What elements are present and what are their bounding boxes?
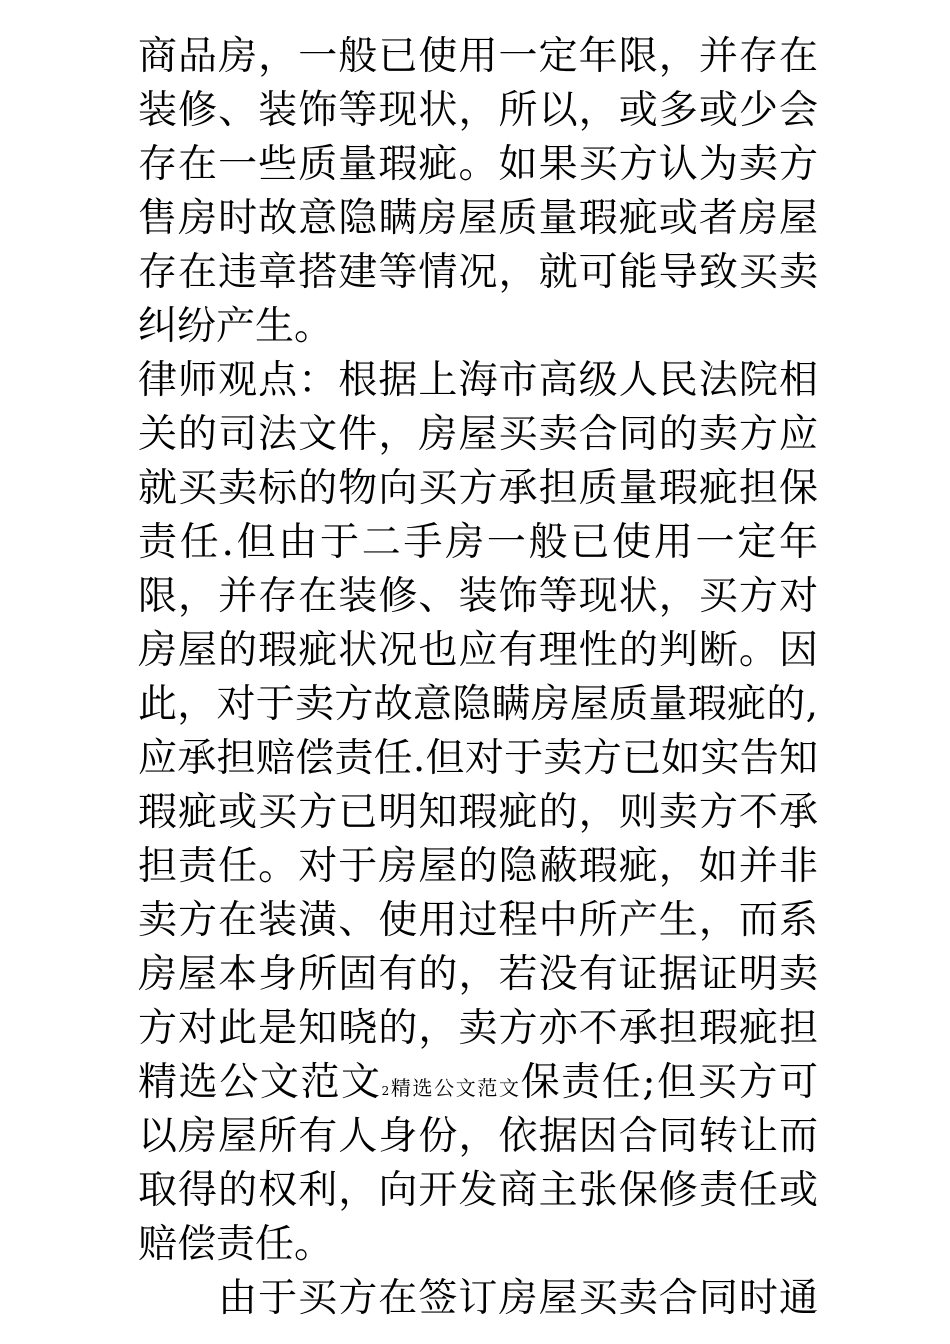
page-number: 2 [381,1084,390,1098]
text-line: 装修、装饰等现状，所以，或多或少会 [138,88,818,133]
text-line: 赔偿责任。 [138,1222,334,1267]
header-text: 精选公文范文 [138,1060,382,1105]
text-line: 由于买方在签订房屋买卖合同时通 [218,1276,818,1321]
text-line: 存在一些质量瑕疵。如果买方认为卖方 [138,142,818,187]
text-line: 以房屋所有人身份，依据因合同转让而 [138,1114,818,1159]
text-line: 房屋的瑕疵状况也应有理性的判断。因 [138,628,818,673]
text-line: 卖方在装潢、使用过程中所产生，而系 [138,898,818,943]
footer-text: 精选公文范文 [389,1076,521,1100]
text-line: 存在违章搭建等情况，就可能导致买卖 [138,250,818,295]
text-line: 责任.但由于二手房一般已使用一定年 [138,520,818,565]
text-line: 房屋本身所固有的，若没有证据证明卖 [138,952,818,997]
text-line: 瑕疵或买方已明知瑕疵的，则卖方不承 [138,790,818,835]
text-line: 售房时故意隐瞒房屋质量瑕疵或者房屋 [138,196,818,241]
continued-text: 保责任;但买方可 [520,1060,819,1105]
text-line: 律师观点：根据上海市高级人民法院相 [138,358,818,403]
text-line: 限，并存在装修、装饰等现状，买方对 [138,574,818,619]
text-line: 取得的权利，向开发商主张保修责任或 [138,1168,818,1213]
text-line: 关的司法文件，房屋买卖合同的卖方应 [138,412,818,457]
text-line: 商品房，一般已使用一定年限，并存在 [138,34,818,79]
text-line: 方对此是知晓的，卖方亦不承担瑕疵担 [138,1006,818,1051]
text-line: 就买卖标的物向买方承担质量瑕疵担保 [138,466,818,511]
text-line: 应承担赔偿责任.但对于卖方已如实告知 [138,736,818,781]
text-line: 担责任。对于房屋的隐蔽瑕疵，如并非 [138,844,818,889]
text-line: 此，对于卖方故意隐瞒房屋质量瑕疵的, [138,682,818,727]
mixed-footer-line [138,1056,818,1110]
text-line: 纠纷产生。 [138,304,334,349]
